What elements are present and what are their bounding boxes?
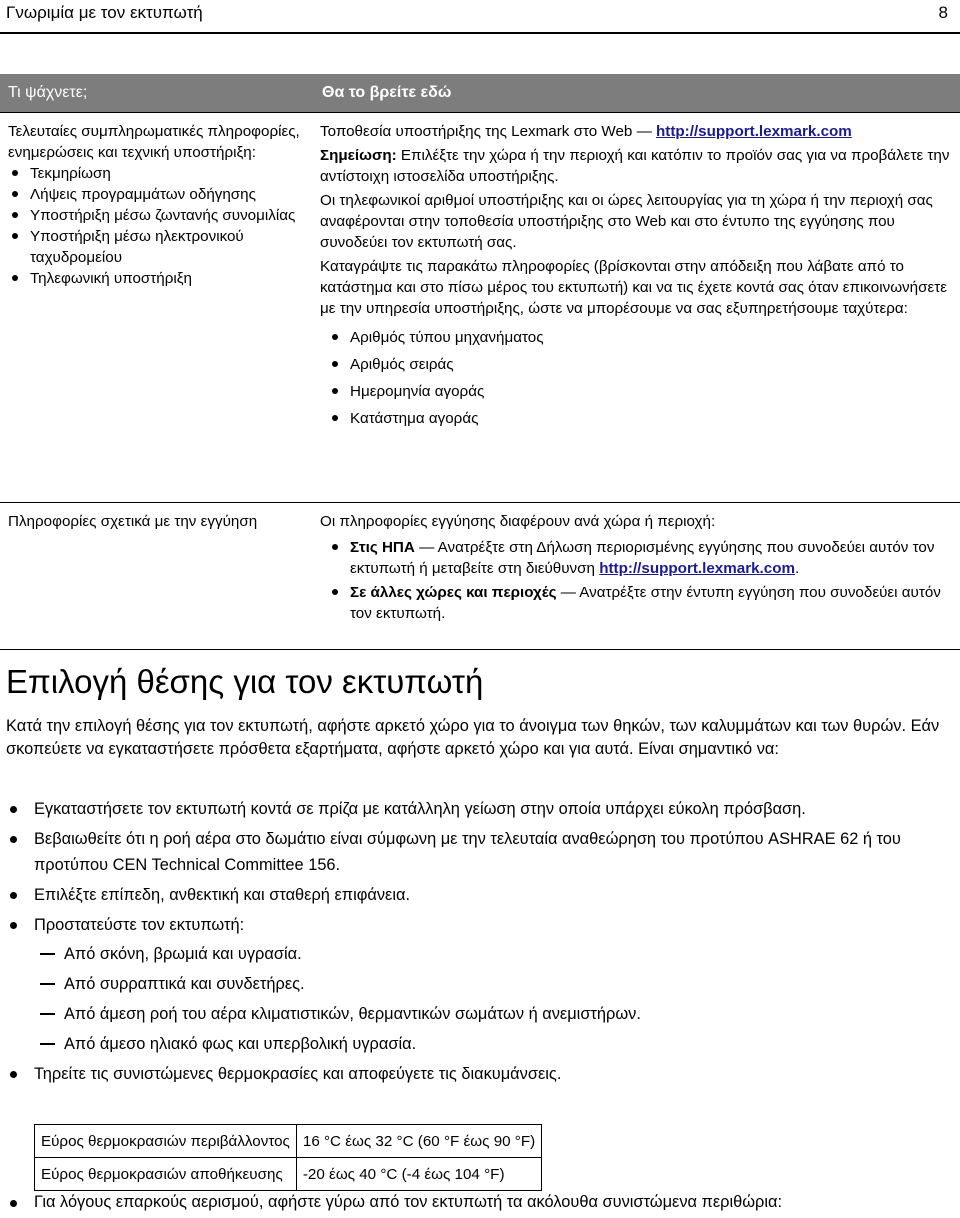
list-item: Υποστήριξη μέσω ηλεκτρονικού ταχυδρομείου: [8, 226, 308, 268]
temp-label: Εύρος θερμοκρασιών αποθήκευσης: [35, 1158, 297, 1191]
warranty-other-text: — Ανατρέξτε στην έντυπη εγγύηση που συνοδεύει αυτόν τον εκτυπωτή.: [350, 584, 941, 622]
support-link[interactable]: http://support.lexmark.com: [656, 123, 852, 140]
table-header-col2: Θα το βρείτε εδώ: [322, 84, 452, 101]
temp-value: -20 έως 40 °C (-4 έως 104 °F): [296, 1158, 541, 1191]
support-right-cell: [320, 121, 954, 432]
list-item: Τεκμηρίωση: [8, 163, 308, 184]
table-row: [35, 1158, 542, 1191]
warranty-other-label: Σε άλλες χώρες και περιοχές: [350, 584, 557, 601]
support-topics-list: [8, 163, 308, 289]
support-intro: Τελευταίες συμπληρωματικές πληροφορίες, ενημερώσεις και τεχνική υποστήριξη:: [8, 123, 300, 161]
protect-list: [34, 941, 956, 1057]
support-location: [320, 121, 954, 142]
support-note: [320, 145, 954, 187]
temp-value: 16 °C έως 32 °C (60 °F έως 90 °F): [296, 1125, 541, 1158]
list-item-protect: [6, 912, 956, 1057]
table-header-col1: Τι ψάχνετε;: [8, 84, 88, 101]
warranty-usa-label: Στις ΗΠΑ: [350, 539, 415, 556]
list-item: Αριθμός σειράς: [320, 351, 954, 378]
temperature-table: [34, 1124, 542, 1191]
warranty-other-item: [320, 582, 954, 624]
page-title: Γνωριμία με τον εκτυπωτή: [6, 3, 203, 22]
warranty-right-cell: [320, 511, 954, 627]
warranty-support-link[interactable]: http://support.lexmark.com: [599, 560, 795, 577]
protect-label: Προστατεύστε τον εκτυπωτή:: [34, 916, 245, 934]
warranty-list: [320, 537, 954, 624]
temp-label: Εύρος θερμοκρασιών περιβάλλοντος: [35, 1125, 297, 1158]
list-item: Από άμεσο ηλιακό φως και υπερβολική υγρασία.: [34, 1031, 956, 1057]
list-item: Επιλέξτε επίπεδη, ανθεκτική και σταθερή επιφάνεια.: [6, 882, 956, 908]
placement-list: [6, 796, 956, 1091]
list-item: Λήψεις προγραμμάτων οδήγησης: [8, 184, 308, 205]
support-phones-text: Οι τηλεφωνικοί αριθμοί υποστήριξης και οι ώρες λειτουργίας για τη χώρα ή την περιοχή σας αναφέρονται στην τοποθεσία υποστήριξης στο Web και στο έντυπο της εγγύησης που συνοδεύει τον εκτυπωτή σας.: [320, 192, 933, 251]
list-item: Υποστήριξη μέσω ζωντανής συνομιλίας: [8, 205, 308, 226]
table-header-row: [0, 74, 960, 112]
ventilation-bullet: Για λόγους επαρκούς αερισμού, αφήστε γύρω από τον εκτυπωτή τα ακόλουθα συνιστώμενα περιθώρια:: [6, 1193, 956, 1212]
list-item: Τηρείτε τις συνιστώμενες θερμοκρασίες και αποφεύγετε τις διακυμάνσεις.: [6, 1061, 956, 1087]
list-item: Από σκόνη, βρωμιά και υγρασία.: [34, 941, 956, 967]
header-rule: [0, 32, 960, 34]
support-location-text: Τοποθεσία υποστήριξης της Lexmark στο Web —: [320, 123, 652, 140]
page-number: 8: [938, 3, 948, 22]
warranty-usa-text: — Ανατρέξτε στη Δήλωση περιορισμένης εγγύησης που συνοδεύει αυτόν τον εκτυπωτή ή μεταβείτε στη διεύθυνση: [350, 539, 935, 577]
record-items-list: [320, 324, 954, 432]
support-record-text: Καταγράψτε τις παρακάτω πληροφορίες (βρίσκονται στην απόδειξη που λάβατε από το κατάστημα και στο πίσω μέρος του εκτυπωτή) και να τις έχετε κοντά σας όταν επικοινωνήσετε με την υπηρεσία υποστήριξης, ώστε να μπορέσουμε να σας εξυπηρετήσουμε ταχύτερα:: [320, 258, 948, 317]
note-text: Επιλέξτε την χώρα ή την περιοχή και κατόπιν το προϊόν σας για να προβάλετε την αντίστοιχη ιστοσελίδα υποστήριξης.: [320, 147, 950, 185]
warranty-left-cell: Πληροφορίες σχετικά με την εγγύηση: [8, 513, 258, 530]
warranty-usa-item: [320, 537, 954, 579]
list-item: Από άμεση ροή του αέρα κλιματιστικών, θερμαντικών σωμάτων ή ανεμιστήρων.: [34, 1001, 956, 1027]
list-item: Εγκαταστήσετε τον εκτυπωτή κοντά σε πρίζα με κατάλληλη γείωση στην οποία υπάρχει εύκολη πρόσβαση.: [6, 796, 956, 822]
section-heading: Επιλογή θέσης για τον εκτυπωτή: [6, 663, 484, 700]
table-row-warranty: [0, 502, 960, 649]
table-row-support: [0, 112, 960, 502]
list-item: Κατάστημα αγοράς: [320, 405, 954, 432]
table-row: [35, 1125, 542, 1158]
list-item: Αριθμός τύπου μηχανήματος: [320, 324, 954, 351]
warranty-usa-end: .: [795, 560, 800, 577]
section-intro: Κατά την επιλογή θέσης για τον εκτυπωτή, αφήστε αρκετό χώρο για το άνοιγμα των θηκών, των καλυμμάτων και των θυρών. Εάν σκοπεύετε να εγκαταστήσετε πρόσθετα εξαρτήματα, αφήστε αρκετό χώρο και για αυτά. Είναι σημαντικό να:: [6, 717, 940, 758]
list-item: Βεβαιωθείτε ότι η ροή αέρα στο δωμάτιο είναι σύμφωνη με την τελευταία αναθεώρηση του προτύπου ASHRAE 62 ή του προτύπου CEN Technical Committee 156.: [6, 826, 956, 878]
list-item: Ημερομηνία αγοράς: [320, 378, 954, 405]
support-left-cell: [8, 121, 308, 289]
note-label: Σημείωση:: [320, 147, 397, 164]
warranty-intro: Οι πληροφορίες εγγύησης διαφέρουν ανά χώρα ή περιοχή:: [320, 513, 716, 530]
info-table: [0, 74, 960, 650]
list-item: Τηλεφωνική υποστήριξη: [8, 268, 308, 289]
list-item: Από συρραπτικά και συνδετήρες.: [34, 971, 956, 997]
page-header: [0, 0, 960, 34]
